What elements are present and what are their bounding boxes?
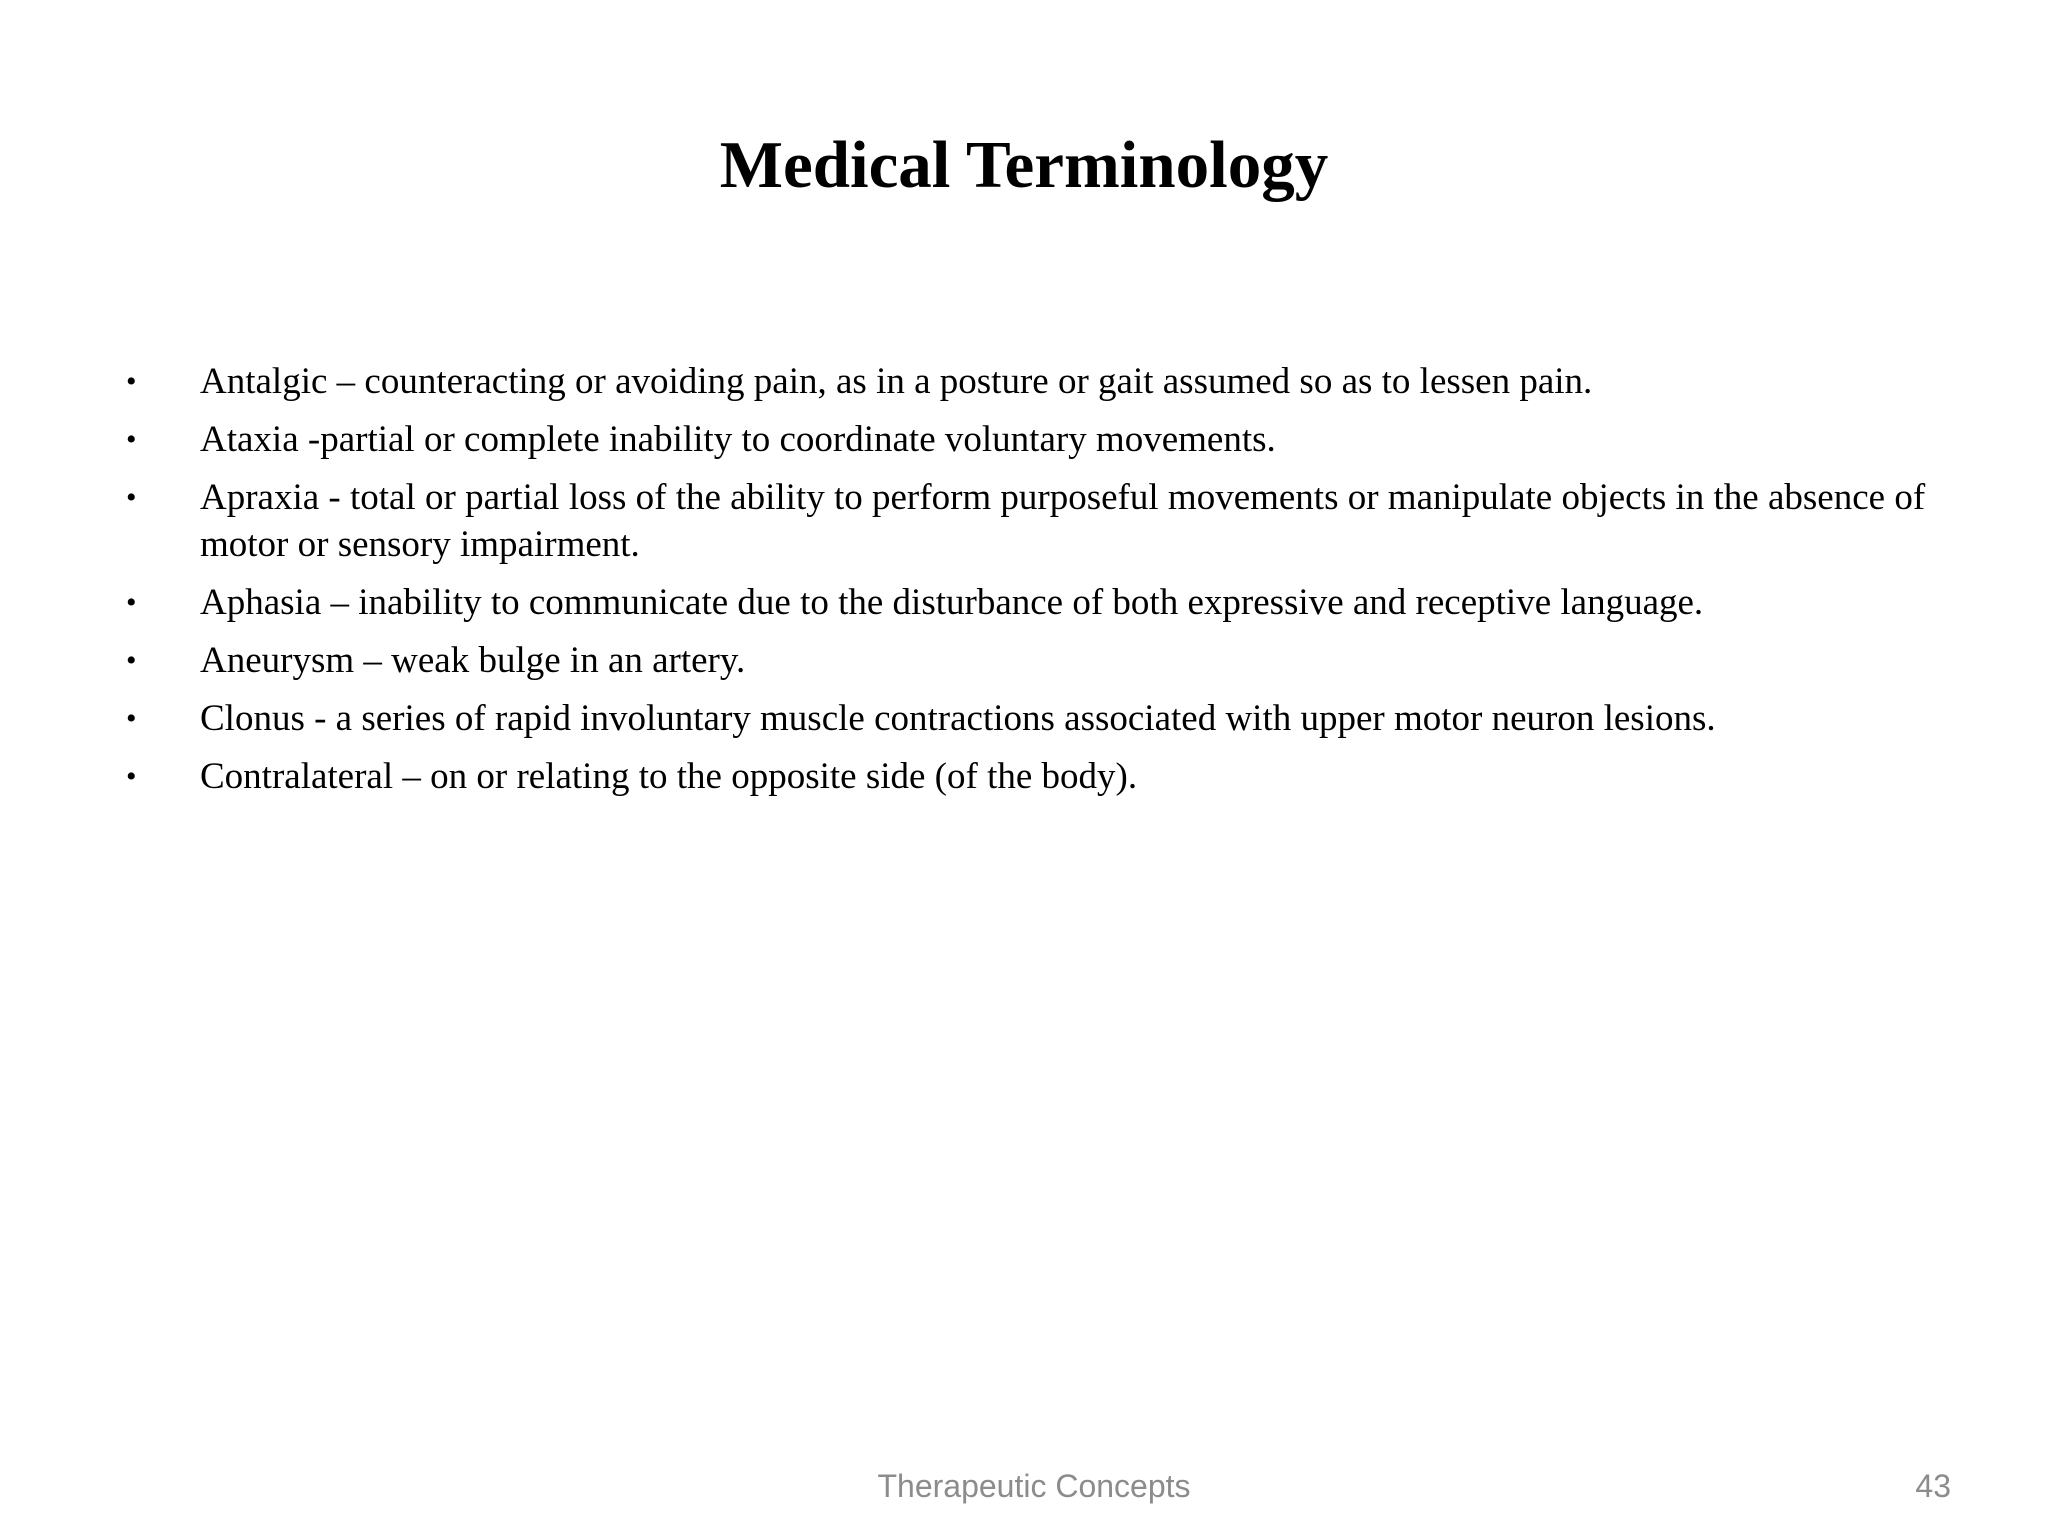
- bullet-text-aneurysm: Aneurysm – weak bulge in an artery.: [200, 640, 746, 681]
- bullet-icon: •: [126, 644, 137, 677]
- bullet-text-clonus: Clonus - a series of rapid involuntary muscle contractions associated with upper motor neuron lesions.: [200, 698, 1716, 739]
- slide-title: Medical Terminology: [719, 128, 1329, 202]
- list-item: [120, 637, 1950, 684]
- list-item: [120, 416, 1950, 463]
- list-item: [120, 358, 1950, 405]
- bullet-text-aphasia: Aphasia – inability to communicate due to the disturbance of both expressive and receptive language.: [200, 582, 1704, 623]
- page-number: 43: [1915, 1468, 1951, 1504]
- bullet-text-contralateral: Contralateral – on or relating to the opposite side (of the body).: [200, 756, 1138, 797]
- footer-text: Therapeutic Concepts: [877, 1468, 1191, 1504]
- list-item: [120, 695, 1950, 742]
- bullet-icon: •: [126, 760, 137, 793]
- list-item: [120, 753, 1950, 800]
- bullet-list: [120, 358, 1950, 811]
- bullet-text-ataxia: Ataxia -partial or complete inability to coordinate voluntary movements.: [200, 419, 1276, 460]
- bullet-icon: •: [126, 481, 137, 514]
- bullet-icon: •: [126, 423, 137, 456]
- bullet-icon: •: [126, 702, 137, 735]
- bullet-icon: •: [126, 365, 137, 398]
- list-item: [120, 579, 1950, 626]
- list-item: [120, 474, 1950, 568]
- bullet-text-apraxia: Apraxia - total or partial loss of the ability to perform purposeful movements or manipulate objects in the absence of motor or sensory impairment.: [200, 477, 1926, 565]
- bullet-icon: •: [126, 586, 137, 619]
- bullet-text-antalgic: Antalgic – counteracting or avoiding pain, as in a posture or gait assumed so as to lessen pain.: [200, 361, 1593, 402]
